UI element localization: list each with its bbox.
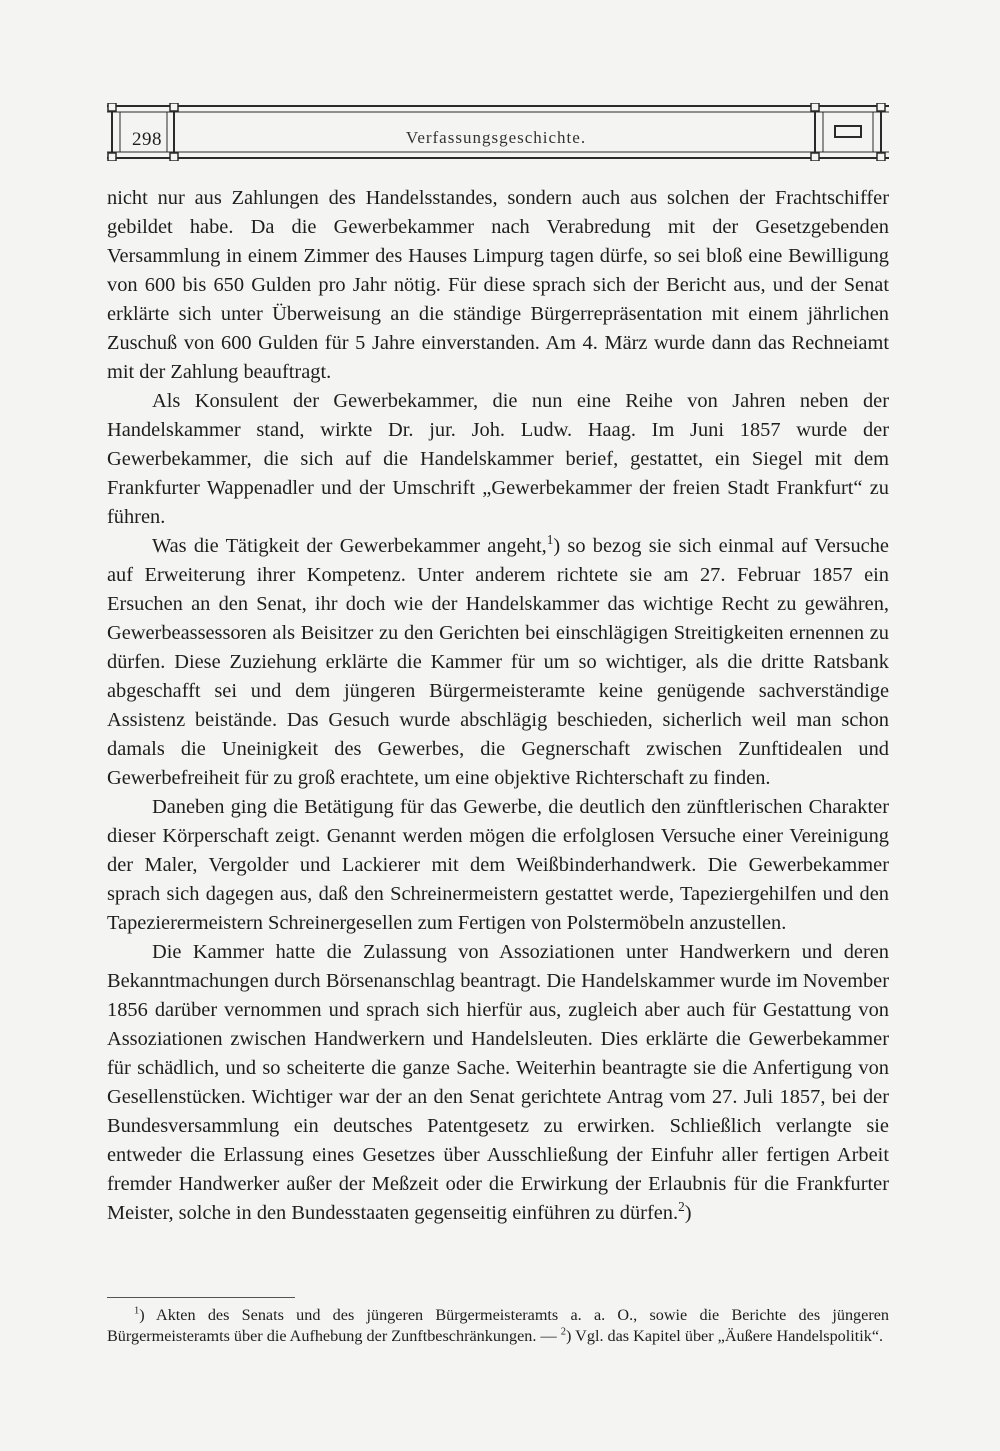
paragraph: Als Konsulent der Gewerbekammer, die nun eine Reihe von Jahren neben der Handelskammer stand, wirkte Dr. jur. Joh. Ludw. Haag. Im Juni 1857 wurde der Gewerbekammer, die sich auf die Handelskammer berief, gestattet, ein Siegel mit dem Frankfurter Wappenadler und der Umschrift „Gewerbekammer der freien Stadt Frankfurt“ zu führen. (107, 390, 889, 528)
page-header (107, 103, 889, 161)
paragraph: nicht nur aus Zahlungen des Handelsstandes, sondern auch aus solchen der Frachtschiffer gebildet habe. Da die Gewerbekammer nach Verabredung mit der Gesetzgebenden Versammlung in einem Zimmer des Hauses Limpurg tagen dürfe, so sei bloß eine Bewilligung von 600 bis 650 Gulden pro Jahr nötig. Für diese sprach sich der Bericht aus, und der Senat erklärte sich unter Überweisung an die ständige Bürgerrepräsentation mit einem jährlichen Zuschuß von 600 Gulden für 5 Jahre einverstanden. Am 4. März wurde dann das Rechneiamt mit der Zahlung beauftragt. (107, 187, 889, 383)
footnote-ref: 2 (678, 1199, 685, 1215)
footnote (107, 1305, 889, 1346)
paragraph-text: Was die Tätigkeit der Gewerbekammer angeht, (152, 535, 547, 557)
paragraph-text: Die Kammer hatte die Zulassung von Assoziationen unter Handwerkern und deren Bekanntmachungen durch Börsenanschlag beantragt. Die Handelskammer wurde im November 1856 darüber vernommen und sprach sich hierfür aus, zugleich aber auch für Gestattung von Assoziationen zwischen Handwerkern und Handelsleuten. Dies erklärte die Gewerbekammer für schädlich, und so scheiterte die ganze Sache. Weiterhin beantragte sie die Anfertigung von Gesellenstücken. Wichtiger war der an den Senat gerichtete Antrag vom 27. Juli 1857, bei der Bundesversammlung ein deutsches Patentgesetz zu erwirken. Schließlich verlangte sie entweder die Erlassung eines Gesetzes über Ausschließung der Einfuhr aller fertigen Arbeit fremder Handwerker außer der Meßzeit oder die Erwirkung der Erlaubnis für die Frankfurter Meister, solche in den Bundesstaaten gegenseitig einführen zu dürfen. (107, 941, 889, 1224)
footnote-divider (107, 1297, 295, 1298)
paragraph: Daneben ging die Betätigung für das Gewerbe, die deutlich den zünftlerischen Charakter dieser Körperschaft zeigt. Genannt werden mögen die erfolglosen Versuche einer Vereinigung der Maler, Vergolder und Lackierer mit dem Weißbinderhandwerk. Die Gewerbekammer sprach sich dagegen aus, daß den Schreinermeistern gestattet werde, Tapeziergehilfen und den Tapezierermeistern Schreinergesellen zum Fertigen von Polstermöbeln anzustellen. (107, 796, 889, 934)
footnote-number: 1 (134, 1305, 140, 1317)
paragraph (107, 938, 889, 1228)
footnote-text: Vgl. das Kapitel über „Äußere Handelspolitik“. (575, 1326, 884, 1345)
main-text (107, 184, 889, 1228)
footnote-number: 2 (560, 1326, 566, 1338)
paragraph-text: so bezog sie sich einmal auf Versuche auf Erweiterung ihrer Kompetenz. Unter anderem richtete sie am 27. Februar 1857 ein Ersuchen an den Senat, ihr doch wie der Handelskammer das wichtige Recht zu gewähren, Gewerbeassessoren als Beisitzer zu den Gerichten bei einschlägigen Streitigkeiten ernennen zu dürfen. Diese Zuziehung erklärte die Kammer für um so wichtiger, als die dritte Ratsbank abgeschafft sei und dem jüngeren Bürgermeisteramte keine genügende sachverständige Assistenz beistände. Das Gesuch wurde abschlägig beschieden, sicherlich weil man schon damals die Uneinigkeit des Gewerbes, die Gegnerschaft zwischen Zunftidealen und Gewerbefreiheit für zu groß erachtete, um eine objektive Richterschaft zu finden. (107, 535, 889, 789)
footnote-text: Akten des Senats und des jüngeren Bürgermeisteramts a. a. O., sowie die Berichte des jüngeren Bürgermeisteramts über die Aufhebung der Zunftbeschränkungen. — (107, 1306, 889, 1345)
footnotes (107, 1305, 889, 1346)
footnote-ref-paren: ) (553, 535, 561, 557)
footnote-number-paren: ) (139, 1306, 145, 1324)
footnote-ref: 1 (546, 532, 554, 548)
footnote-ref-paren: ) (684, 1202, 692, 1224)
paragraph (107, 532, 889, 793)
page-number: 298 (132, 129, 162, 150)
footnote-number-paren: ) (566, 1326, 572, 1345)
running-title: Verfassungsgeschichte. (405, 128, 587, 147)
